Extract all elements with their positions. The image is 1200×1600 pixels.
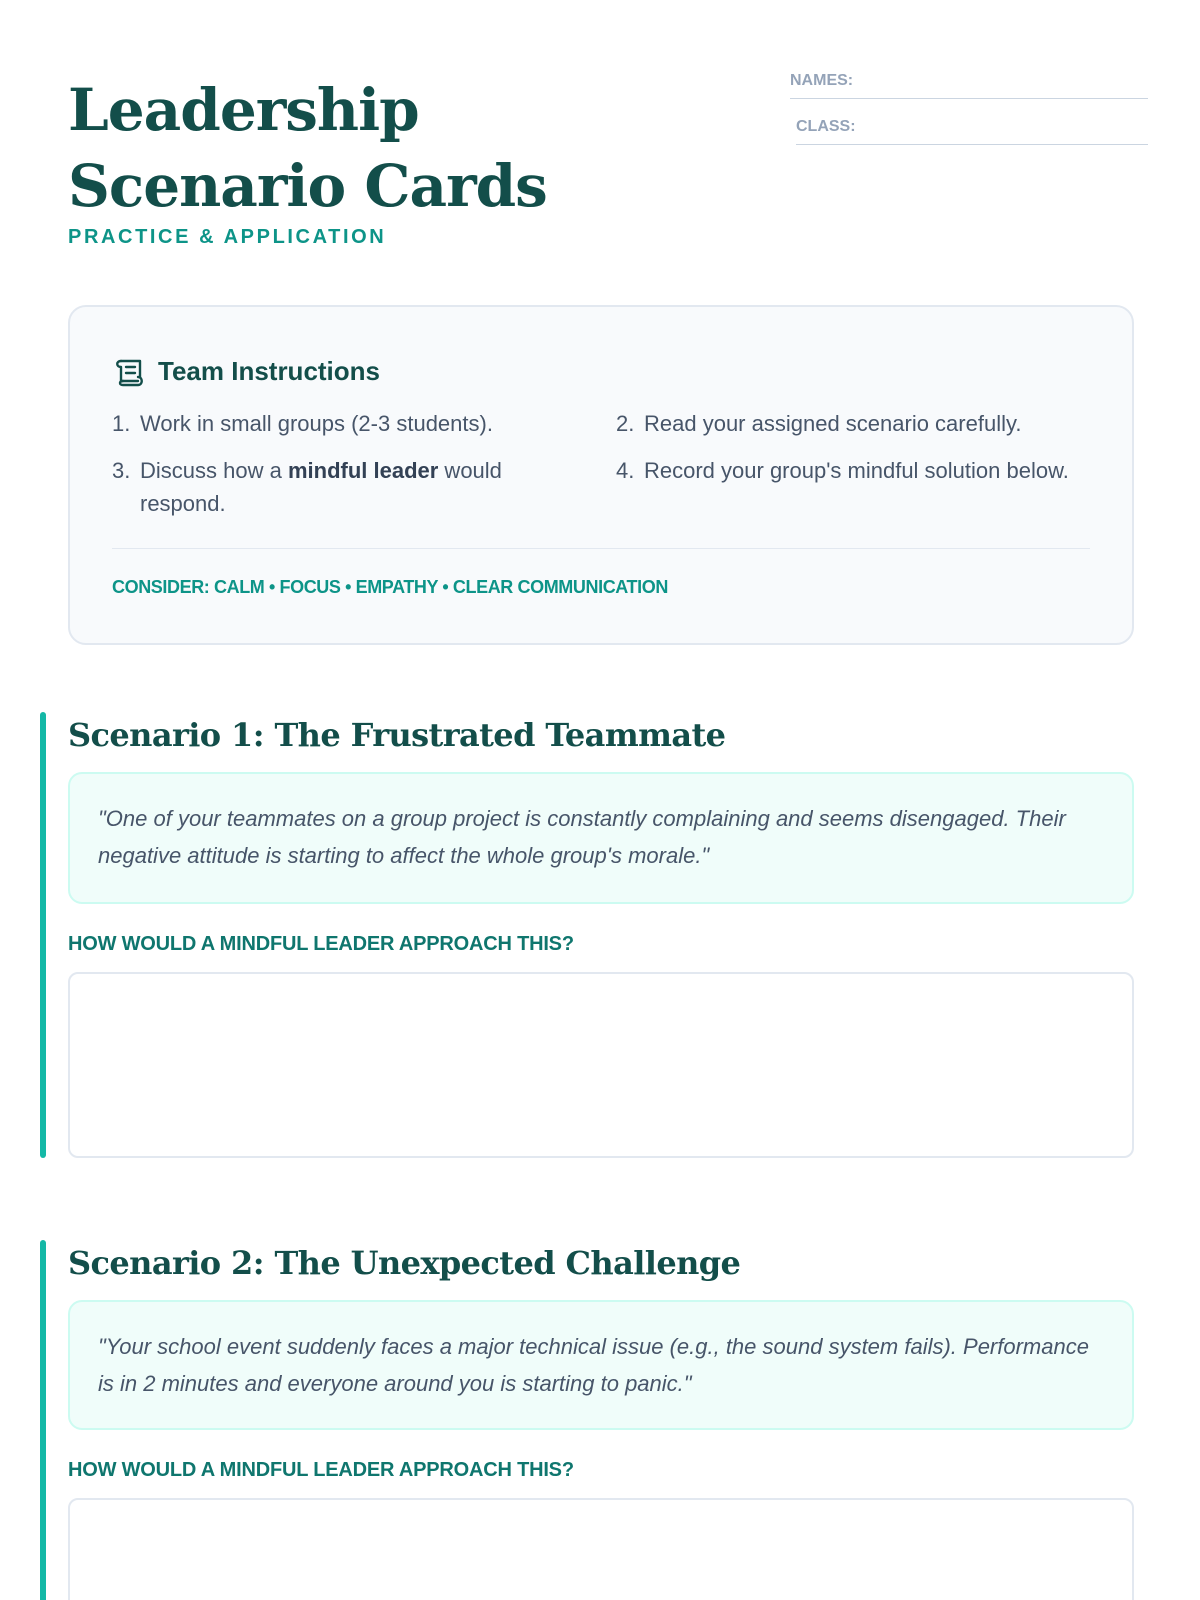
scenario-title: Scenario 1: The Frustrated Teammate — [68, 716, 726, 754]
scenario-card-1 — [40, 712, 1134, 1160]
instruction-text: Work in small groups (2-3 students). — [140, 411, 493, 436]
instruction-number: 2. — [616, 411, 635, 436]
instruction-number: 4. — [616, 458, 635, 483]
instruction-text-end: would respond. — [140, 458, 502, 516]
page-subtitle: PRACTICE & APPLICATION — [68, 226, 387, 248]
accent-bar — [40, 1240, 46, 1600]
instructions-heading — [112, 355, 380, 387]
answer-box[interactable] — [68, 1498, 1134, 1600]
instruction-item — [616, 407, 1092, 440]
student-info — [790, 72, 1148, 164]
instruction-text: Read your assigned scenario carefully. — [644, 411, 1022, 436]
divider — [112, 548, 1090, 549]
instruction-text-start: Discuss how a — [140, 458, 288, 483]
scenario-question: HOW WOULD A MINDFUL LEADER APPROACH THIS? — [68, 933, 574, 955]
scenario-quote: "One of your teammates on a group project is constantly complaining and seems disengaged. Their negative attitude is starting to affect the whole group's morale." — [68, 772, 1134, 904]
instructions-card — [68, 305, 1134, 645]
page-title: Leadership Scenario Cards — [68, 76, 547, 220]
instruction-item — [112, 407, 592, 440]
instruction-item — [112, 454, 592, 520]
class-row — [790, 118, 1148, 164]
names-row — [790, 72, 1148, 118]
worksheet-header — [68, 72, 1148, 262]
instruction-text: Record your group's mindful solution below. — [644, 458, 1069, 483]
names-input-line[interactable] — [790, 98, 1148, 99]
instruction-number: 1. — [112, 411, 131, 436]
class-input-line[interactable] — [796, 144, 1148, 145]
names-label: NAMES: — [790, 72, 854, 89]
scroll-icon — [112, 355, 146, 387]
answer-box[interactable] — [68, 972, 1134, 1158]
instruction-number: 3. — [112, 458, 131, 483]
instruction-item — [616, 454, 1092, 487]
consider-text: CONSIDER: CALM • FOCUS • EMPATHY • CLEAR COMMUNICATION — [112, 577, 668, 597]
scenario-question: HOW WOULD A MINDFUL LEADER APPROACH THIS? — [68, 1459, 574, 1481]
accent-bar — [40, 712, 46, 1158]
scenario-quote: "Your school event suddenly faces a major technical issue (e.g., the sound system fails). Performance is in 2 minutes and everyone around you is starting to panic." — [68, 1300, 1134, 1430]
class-label: CLASS: — [796, 118, 856, 135]
instructions-title: Team Instructions — [158, 355, 381, 386]
instruction-emphasis: mindful leader — [287, 458, 439, 483]
scenario-card-2 — [40, 1240, 1134, 1600]
scenario-title: Scenario 2: The Unexpected Challenge — [68, 1244, 741, 1282]
